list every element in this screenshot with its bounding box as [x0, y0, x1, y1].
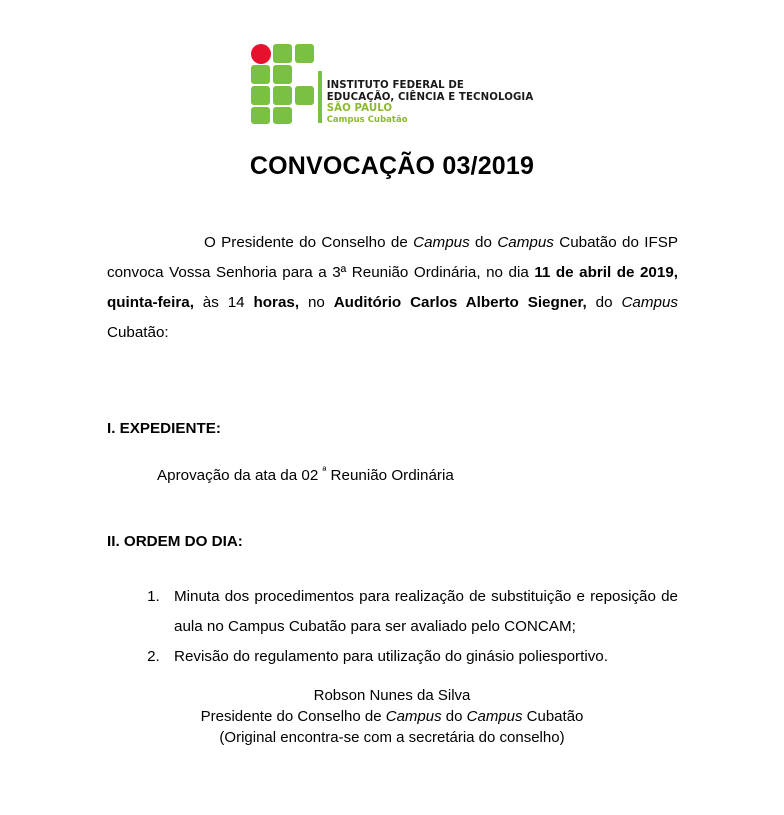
logo-wordmark — [327, 80, 534, 124]
section-heading-expediente: I. EXPEDIENTE: — [107, 420, 221, 437]
intro-campus-1: Campus — [413, 234, 470, 251]
ifsp-logo — [251, 44, 534, 124]
signature-name: Robson Nunes da Silva — [313, 687, 471, 704]
intro-seg-1: O Presidente do Conselho de — [204, 234, 414, 251]
intro-campus-2: Campus — [497, 234, 554, 251]
intro-seg-4: às 14 — [193, 294, 254, 311]
intro-paragraph — [107, 228, 678, 378]
signature-role-seg-2: do — [441, 708, 467, 725]
intro-bold-hours: horas, — [253, 294, 300, 311]
intro-seg-5: no — [299, 294, 334, 311]
ifsp-logo-grid-icon — [251, 44, 315, 124]
expediente-item-suffix: Reunião Ordinária — [326, 467, 454, 484]
logo-line-instituto: INSTITUTO FEDERAL DE — [326, 80, 464, 92]
expediente-item-ordinal: ª — [322, 465, 327, 477]
document-body — [107, 228, 678, 672]
logo-line-campus: Campus Cubatão — [326, 113, 408, 124]
signature-note: (Original encontra-se com a secretária do conselho) — [219, 729, 565, 746]
expediente-item-prefix: Aprovação da ata da 02 — [157, 467, 323, 484]
list-item — [164, 582, 678, 642]
signature-role — [0, 706, 784, 727]
logo-line-educacao: EDUCAÇÃO, CIÊNCIA E TECNOLOGIA — [326, 91, 534, 103]
signature-role-seg-1: Presidente do Conselho de — [200, 708, 386, 725]
logo-line-sao-paulo: SÃO PAULO — [326, 103, 393, 115]
intro-seg-6: do — [586, 294, 622, 311]
section-heading-ordem-do-dia: II. ORDEM DO DIA: — [107, 533, 243, 550]
intro-bold-date: 11 de abril de 2019, quinta-feira, — [107, 264, 678, 311]
ordem-item-2-text: 2. Revisão do regulamento para utilização do ginásio poliesportivo. — [174, 648, 608, 665]
intro-bold-venue: Auditório Carlos Alberto Siegner, — [333, 294, 587, 311]
intro-seg-3: Cubatão do IFSP convoca Vossa Senhoria para a 3ª Reunião Ordinária, no dia — [107, 234, 678, 281]
signature-block — [0, 685, 784, 748]
signature-role-campus-2: Campus — [466, 708, 523, 725]
expediente-item — [107, 461, 678, 491]
intro-campus-3: Campus — [621, 294, 678, 311]
logo-divider — [318, 71, 322, 123]
page-title: CONVOCAÇÃO 03/2019 — [249, 152, 535, 180]
intro-seg-2: do — [469, 234, 498, 251]
letterhead — [0, 0, 784, 124]
intro-seg-7: Cubatão: — [107, 324, 169, 341]
ordem-do-dia-list — [107, 582, 678, 672]
ordem-item-1-text: 1. Minuta dos procedimentos para realização de substituição e reposição de aula no Campus Cubatão para ser avaliado pelo CONCAM; — [174, 588, 678, 635]
signature-role-seg-3: Cubatão — [522, 708, 584, 725]
list-item — [164, 642, 678, 672]
signature-role-campus-1: Campus — [385, 708, 442, 725]
